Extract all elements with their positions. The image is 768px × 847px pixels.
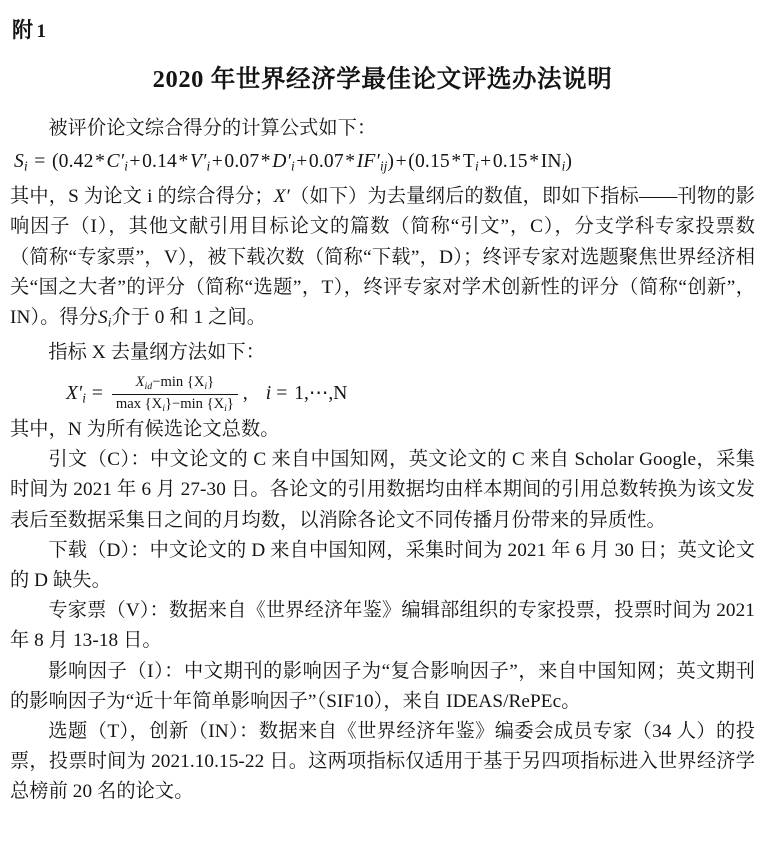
x-prime-symbol: X′ [273, 186, 290, 208]
definition-paragraph [10, 182, 755, 338]
score-term-4-var: $IF'_{ij}$ [356, 151, 388, 175]
score-formula-open-2: ( [408, 151, 415, 173]
normalization-comma: , [242, 383, 248, 405]
indicator-topic-innovation: 选题（T），创新（IN）：数据来自《世界经济年鉴》编委会成员专家（34 人）的投票，投票时间为 2021.10.15-22 日。这两项指标仅适用于基于另四项指标进入世界经济学总榜前 20 名的论文。 [10, 721, 755, 803]
score-term-5-coef: 0.15 [414, 151, 450, 173]
indicator-expert-vote: 专家票（V）：数据来自《世界经济年鉴》编辑部组织的专家投票，投票时间为 2021 年 8 月 13-18 日。 [10, 600, 755, 652]
document-body [10, 114, 755, 807]
normalization-fraction [112, 374, 238, 414]
score-formula-close-1: ) [387, 151, 395, 173]
intro-lead-in: 被评价论文综合得分的计算公式如下： [48, 118, 377, 140]
score-term-6-coef: 0.15 [492, 151, 528, 173]
score-formula-equals: = [34, 151, 46, 173]
score-term-4-coef: 0.07 [308, 151, 344, 173]
indicator-citation: 引文（C）：中文论文的 C 来自中国知网，英文论文的 C 来自 Scholar Google，采集时间为 2021 年 6 月 27-30 日。各论文的引用数据均由样本期间的引用总数转换为该文发表后至数据采集日之间的月均数，以消除各论文不同传播月份带来的异质性。 [10, 449, 755, 531]
score-symbol-inline: $S_i$ [98, 307, 112, 330]
attachment-label-text: 附 [12, 18, 34, 42]
score-term-3-var: $D'_i$ [272, 151, 295, 175]
score-term-1-coef: 0.42 [58, 151, 94, 173]
score-formula: $S_i = (0.42*C'_i+0.14*V'_i+0.07*D'_i+0.07*IF'_{ij})+(0.15*T_i+0.15*IN_i)$ [14, 151, 573, 175]
normalization-formula [10, 374, 755, 414]
page-title: 2020 年世界经济学最佳论文评选办法说明 [152, 65, 613, 93]
score-term-3-coef: 0.07 [224, 151, 260, 173]
normalization-lhs: $X'_i$ [66, 382, 86, 406]
normalization-lead-in: 指标 X 去量纲方法如下： [48, 341, 266, 363]
definition-part-1: 其中，S 为论文 i 的综合得分； [10, 186, 274, 208]
attachment-label [12, 19, 755, 43]
definition-part-2: （如下）为去量纲后的数值，即如下指标——刊物的影响因子（I），其他文献引用目标论文的篇数（简称“引文”，C），分支学科专家投票数（简称“专家票”，V），被下载次数（简称“下载”，D）；终评专家对选题聚焦世界经济相关“国之大者”的评分（简称“选题”，T），终评专家对学术创新性的评分（简称“创新”，IN）。得分 [10, 186, 756, 329]
fraction-numerator: $X_{id}-\min$ $\{X_i\}$ [135, 374, 215, 392]
normalization-note: 其中，N 为所有候选论文总数。 [10, 419, 280, 440]
normalization-index-equals: = [276, 383, 288, 405]
attachment-number: 1 [36, 21, 47, 42]
score-term-6-var: $IN_i$ [540, 151, 566, 175]
indicator-impact-factor: 影响因子（I）：中文期刊的影响因子为“复合影响因子”，来自中国知网；英文期刊的影响因子为“近十年简单影响因子”（SIF10），来自 IDEAS/RePEc。 [10, 660, 755, 712]
normalization-index-var: i [265, 383, 272, 405]
definition-part-3: 介于 0 和 1 之间。 [111, 307, 267, 329]
fraction-denominator: $\max \{X_i\}-\min$ $\{X_i\}$ [112, 394, 238, 414]
score-formula-open-1: ( [51, 151, 59, 173]
normalization-equals: = [91, 383, 103, 405]
score-term-2-var: $V'_i$ [189, 151, 211, 175]
score-term-5-var: $T_i$ [462, 151, 479, 175]
score-formula-close-2: ) [565, 151, 573, 173]
indicator-download: 下载（D）：中文论文的 D 来自中国知网，采集时间为 2021 年 6 月 30 日；英文论文的 D 缺失。 [10, 539, 755, 592]
normalization-index-range: 1,⋯,N [294, 383, 348, 405]
score-term-2-coef: 0.14 [142, 151, 177, 173]
score-term-1-var: $C'_i$ [106, 151, 128, 175]
score-formula-lhs: $S_i$ [14, 151, 28, 175]
